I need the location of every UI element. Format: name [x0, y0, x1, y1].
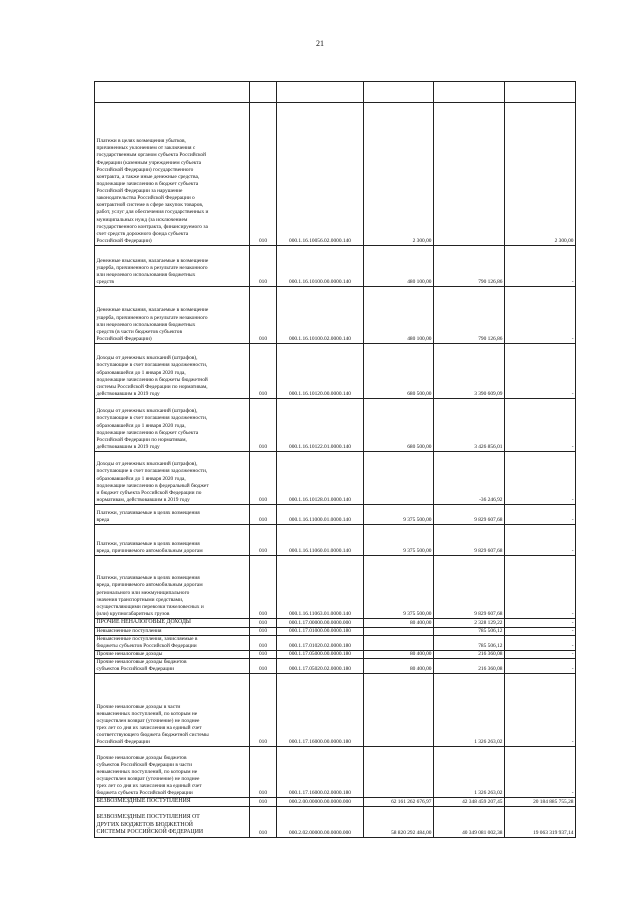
row-rest-cell: - — [505, 344, 576, 399]
table-row — [95, 635, 576, 650]
row-code-cell: 010 — [250, 659, 277, 674]
row-code-cell: 010 — [250, 399, 277, 452]
row-kbk-cell: 000.2.00.00000.00.0000.000 — [277, 798, 364, 807]
revenue-table — [94, 81, 576, 838]
table-row — [95, 747, 576, 798]
row-code-cell: 010 — [250, 287, 277, 344]
table-row — [95, 556, 576, 619]
row-plan-cell: 680 500,00 — [364, 399, 434, 452]
row-rest-cell: - — [505, 246, 576, 287]
row-plan-cell — [364, 627, 434, 635]
table-row — [95, 246, 576, 287]
row-plan-cell — [364, 452, 434, 505]
row-plan-cell: 9 375 500,00 — [364, 556, 434, 619]
row-fact-cell: 785 506,12 — [434, 635, 505, 650]
row-fact-cell: 216 360,08 — [434, 651, 505, 659]
row-code-cell: 010 — [250, 651, 277, 659]
row-plan-cell: 480 100,00 — [364, 287, 434, 344]
row-fact-cell — [434, 103, 505, 246]
table-row — [95, 659, 576, 674]
row-fact-cell: 2 328 129,22 — [434, 619, 505, 628]
row-kbk-cell: 000.1.16.10056.02.0000.140 — [277, 103, 364, 246]
row-fact-cell: 3 426 856,01 — [434, 399, 505, 452]
row-rest-cell: 20 184 885 755,28 — [505, 798, 576, 807]
row-name-cell: ПРОЧИЕ НЕНАЛОГОВЫЕ ДОХОДЫ — [95, 619, 250, 628]
row-fact-cell: 1 326 263,02 — [434, 747, 505, 798]
row-plan-cell: 680 500,00 — [364, 344, 434, 399]
row-fact-cell: 3 390 609,09 — [434, 344, 505, 399]
table-row — [95, 525, 576, 556]
row-rest-cell: - — [505, 627, 576, 635]
header-cell — [95, 82, 250, 103]
table-row — [95, 344, 576, 399]
row-name-cell: Прочие неналоговые доходы в части невыясненных поступлений, по которым не осуществлен возврат (уточнение) не позднее трех лет со дня их зачисления на единый счет соответствующего бюджета бюджетной системы Российской Федерации — [95, 674, 250, 747]
row-kbk-cell: 000.1.16.11060.01.0000.140 — [277, 525, 364, 556]
table-row — [95, 627, 576, 635]
row-plan-cell: 58 820 292 484,00 — [364, 807, 434, 838]
row-rest-cell: - — [505, 287, 576, 344]
row-code-cell: 010 — [250, 635, 277, 650]
page-number: 21 — [316, 39, 324, 48]
table-row — [95, 798, 576, 807]
row-rest-cell: 2 300,00 — [505, 103, 576, 246]
row-name-cell: Прочие неналоговые доходы бюджетов субъектов Российской Федерации в части невыясненных поступлений, по которым не осуществлен возврат (уточнение) не позднее трех лет со дня их зачисления на единый счет бюджета субъекта Российской Федерации — [95, 747, 250, 798]
row-kbk-cell: 000.1.16.10120.00.0000.140 — [277, 344, 364, 399]
row-fact-cell: 790 126,86 — [434, 287, 505, 344]
header-cell — [277, 82, 364, 103]
row-code-cell: 010 — [250, 246, 277, 287]
row-plan-cell — [364, 747, 434, 798]
row-fact-cell: 9 829 607,68 — [434, 556, 505, 619]
row-name-cell: Невыясненные поступления — [95, 627, 250, 635]
table-row — [95, 399, 576, 452]
row-plan-cell: 80 400,00 — [364, 619, 434, 628]
row-kbk-cell: 000.1.16.11063.01.0000.140 — [277, 556, 364, 619]
row-fact-cell: 790 126,86 — [434, 246, 505, 287]
table-row — [95, 619, 576, 628]
row-rest-cell: - — [505, 505, 576, 525]
row-name-cell: Прочие неналоговые доходы — [95, 651, 250, 659]
table-row — [95, 807, 576, 838]
row-kbk-cell: 000.1.17.01000.00.0000.180 — [277, 627, 364, 635]
row-code-cell: 010 — [250, 103, 277, 246]
header-cell — [505, 82, 576, 103]
row-kbk-cell: 000.1.17.16000.00.0000.180 — [277, 674, 364, 747]
row-fact-cell: 40 349 081 002,38 — [434, 807, 505, 838]
row-code-cell: 010 — [250, 627, 277, 635]
row-rest-cell: - — [505, 635, 576, 650]
row-name-cell: Платежи, уплачиваемые в целях возмещения вреда, причиняемого автомобильным дорогам — [95, 525, 250, 556]
row-name-cell: БЕЗВОЗМЕЗДНЫЕ ПОСТУПЛЕНИЯ — [95, 798, 250, 807]
row-name-cell: Доходы от денежных взысканий (штрафов), поступающие в счет погашения задолженности, образовавшейся до 1 января 2020 года, подлежащие зачислению в бюджеты бюджетной системы Российской Федерации по нормативам, действовавшим в 2019 году — [95, 344, 250, 399]
row-name-cell: Доходы от денежных взысканий (штрафов), поступающие в счет погашения задолженности, образовавшейся до 1 января 2020 года, подлежащие зачислению в федеральный бюджет и бюджет субъекта Российской Федерации по нормативам, действовавшим в 2019 году — [95, 452, 250, 505]
row-code-cell: 010 — [250, 674, 277, 747]
row-code-cell: 010 — [250, 807, 277, 838]
row-fact-cell: 216 360,08 — [434, 659, 505, 674]
row-name-cell: Денежные взыскания, налагаемые в возмещение ущерба, причиненного в результате незаконного или нецелевого использования бюджетных средств — [95, 246, 250, 287]
row-rest-cell: - — [505, 525, 576, 556]
row-kbk-cell: 000.1.16.10128.01.0000.140 — [277, 452, 364, 505]
row-plan-cell: 9 375 500,00 — [364, 505, 434, 525]
row-fact-cell: 42 348 459 207,45 — [434, 798, 505, 807]
table-row — [95, 287, 576, 344]
header-cell — [364, 82, 434, 103]
row-plan-cell: 80 400,00 — [364, 651, 434, 659]
table-row — [95, 674, 576, 747]
table-header-row — [95, 82, 576, 103]
row-rest-cell: - — [505, 399, 576, 452]
row-code-cell: 010 — [250, 452, 277, 505]
row-code-cell: 010 — [250, 556, 277, 619]
row-code-cell: 010 — [250, 798, 277, 807]
row-name-cell: Платежи, уплачиваемые в целях возмещения вреда — [95, 505, 250, 525]
row-rest-cell: - — [505, 619, 576, 628]
row-rest-cell: - — [505, 659, 576, 674]
header-cell — [250, 82, 277, 103]
row-rest-cell: - — [505, 651, 576, 659]
row-name-cell: Невыясненные поступления, зачисляемые в бюджеты субъектов Российской Федерации — [95, 635, 250, 650]
row-fact-cell: 785 506,12 — [434, 627, 505, 635]
row-kbk-cell: 000.1.16.10100.00.0000.140 — [277, 246, 364, 287]
row-fact-cell: 9 829 607,68 — [434, 525, 505, 556]
row-plan-cell: 80 400,00 — [364, 659, 434, 674]
row-plan-cell: 480 100,00 — [364, 246, 434, 287]
row-plan-cell — [364, 635, 434, 650]
row-name-cell: БЕЗВОЗМЕЗДНЫЕ ПОСТУПЛЕНИЯ ОТ ДРУГИХ БЮДЖЕТОВ БЮДЖЕТНОЙ СИСТЕМЫ РОССИЙСКОЙ ФЕДЕРАЦИИ — [95, 807, 250, 838]
row-kbk-cell: 000.1.17.05000.00.0000.180 — [277, 651, 364, 659]
row-name-cell: Платежи в целях возмещения убытков, причиненных уклонением от заключения с государственным органом субъекта Российской Федерации (казенным учреждением субъекта Российской Федерации) государственного контракта, а также иные денежные средства, подлежащие зачислению в бюджет субъекта Российской Федерации за нарушение законодательства Российской Федерации о контрактной системе в сфере закупок товаров, работ, услуг для обеспечения государственных и муниципальных нужд (за исключением государственного контракта, финансируемого за счет средств дорожного фонда субъекта Российской Федерации) — [95, 103, 250, 246]
row-name-cell: Денежные взыскания, налагаемые в возмещение ущерба, причиненного в результате незаконного или нецелевого использования бюджетных средств (в части бюджетов субъектов Российской Федерации) — [95, 287, 250, 344]
row-kbk-cell: 000.1.17.00000.00.0000.000 — [277, 619, 364, 628]
row-rest-cell: 19 063 319 937,14 — [505, 807, 576, 838]
row-code-cell: 010 — [250, 747, 277, 798]
header-cell — [434, 82, 505, 103]
row-kbk-cell: 000.1.17.01020.02.0000.180 — [277, 635, 364, 650]
row-rest-cell: - — [505, 674, 576, 747]
row-kbk-cell: 000.1.17.16000.02.0000.180 — [277, 747, 364, 798]
row-rest-cell: - — [505, 747, 576, 798]
row-code-cell: 010 — [250, 525, 277, 556]
row-name-cell: Доходы от денежных взысканий (штрафов), поступающие в счет погашения задолженности, образовавшейся до 1 января 2020 года, подлежащие зачислению в бюджет субъекта Российской Федерации по нормативам, действовавшим в 2019 году — [95, 399, 250, 452]
row-name-cell: Платежи, уплачиваемые в целях возмещения вреда, причиняемого автомобильным дорогам регионального или межмуниципального значения транспортными средствами, осуществляющими перевозки тяжеловесных и (или) крупногабаритных грузов — [95, 556, 250, 619]
row-kbk-cell: 000.1.17.05020.02.0000.180 — [277, 659, 364, 674]
row-code-cell: 010 — [250, 344, 277, 399]
table-row — [95, 452, 576, 505]
row-fact-cell: -36 246,92 — [434, 452, 505, 505]
row-code-cell: 010 — [250, 619, 277, 628]
row-kbk-cell: 000.2.02.00000.00.0000.000 — [277, 807, 364, 838]
table-row — [95, 505, 576, 525]
row-rest-cell: - — [505, 452, 576, 505]
row-kbk-cell: 000.1.16.10122.01.0000.140 — [277, 399, 364, 452]
row-kbk-cell: 000.1.16.10100.02.0000.140 — [277, 287, 364, 344]
row-fact-cell: 9 829 607,68 — [434, 505, 505, 525]
table-row — [95, 651, 576, 659]
row-kbk-cell: 000.1.16.11000.01.0000.140 — [277, 505, 364, 525]
row-plan-cell: 2 300,00 — [364, 103, 434, 246]
row-plan-cell: 62 161 262 676,97 — [364, 798, 434, 807]
row-plan-cell: 9 375 500,00 — [364, 525, 434, 556]
row-fact-cell: 1 326 263,02 — [434, 674, 505, 747]
row-rest-cell: - — [505, 556, 576, 619]
table-row — [95, 103, 576, 246]
row-plan-cell — [364, 674, 434, 747]
row-code-cell: 010 — [250, 505, 277, 525]
row-name-cell: Прочие неналоговые доходы бюджетов субъектов Российской Федерации — [95, 659, 250, 674]
